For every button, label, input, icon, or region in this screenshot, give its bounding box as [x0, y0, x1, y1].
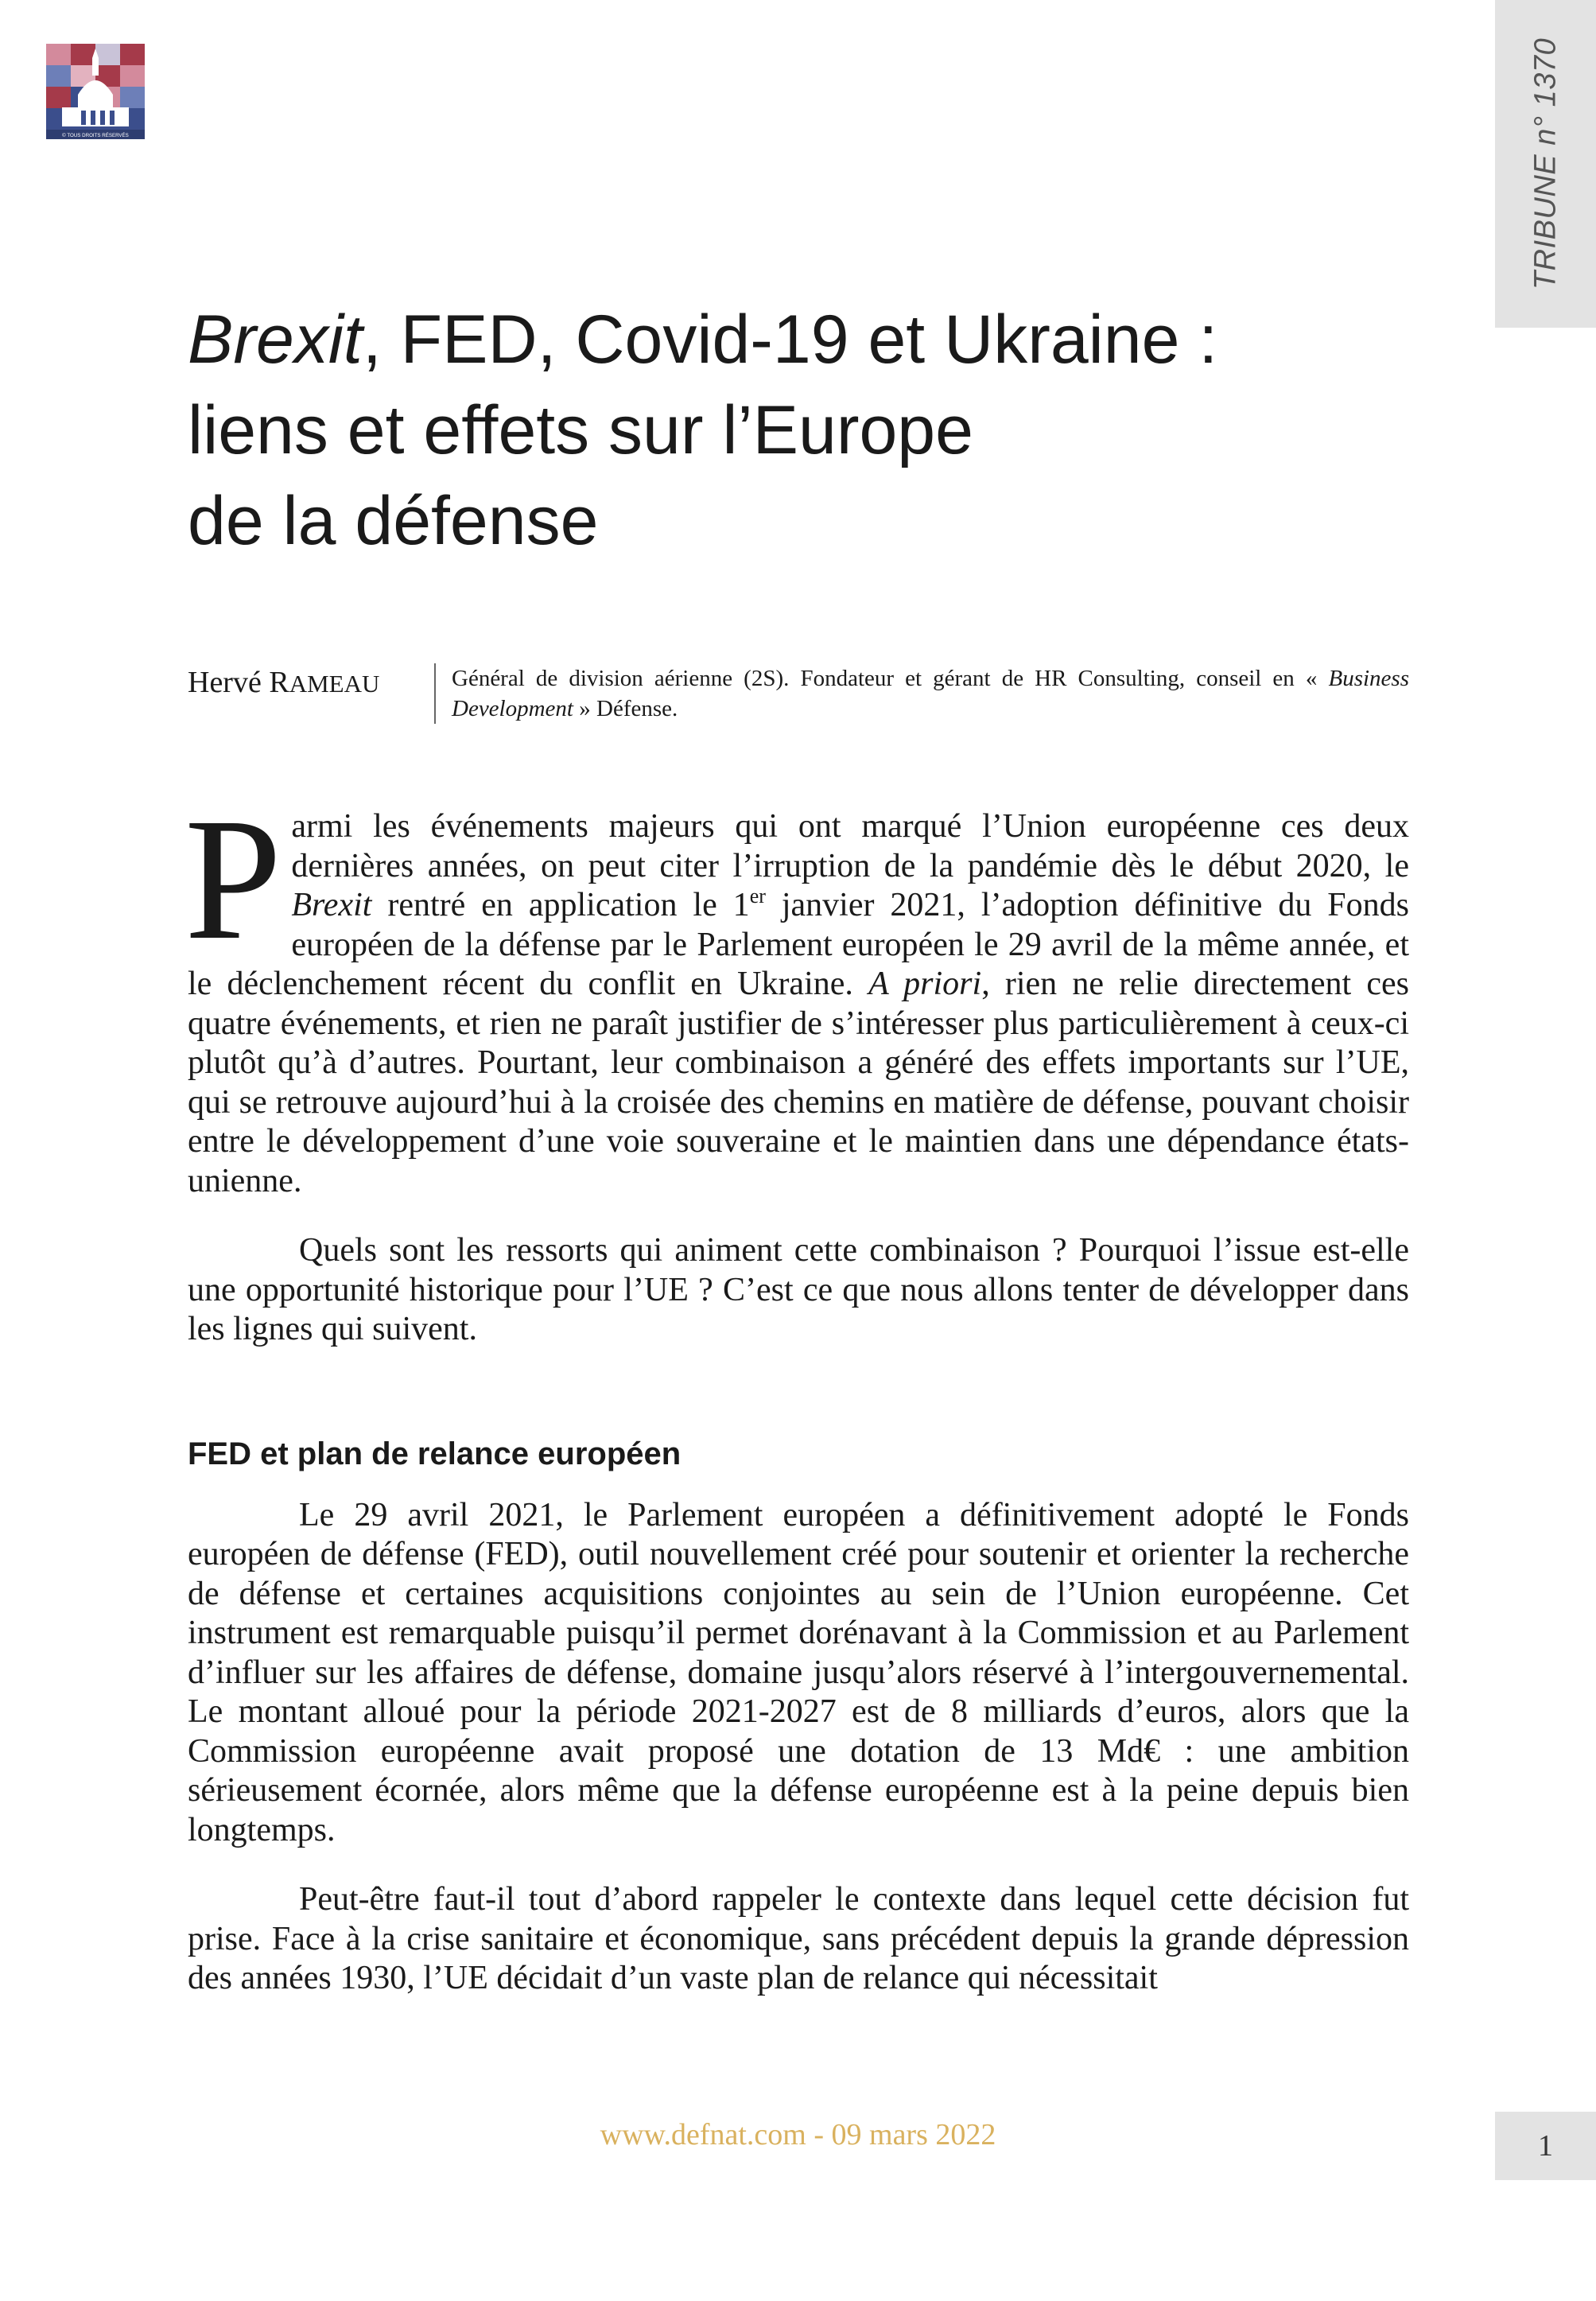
author-description: [452, 663, 1409, 724]
title-brexit: Brexit: [188, 301, 363, 378]
author-last-name-rest: AMEAU: [289, 670, 380, 698]
author-last-name-initial: R: [269, 666, 289, 699]
p1-seg6: , rien ne relie directement ces quatre événements, et rien ne paraît justifier de s’intéresser plus particulièrement à ceux-ci plutôt qu’à d’autres. Pourtant, leur combinaison a généré des effets importants sur l’UE, qui se retrouve aujourd’hui à la croisée des chemins en matière de défense, pouvant choisir entre le développement d’une voie souveraine et le maintien dans une dépendance états-unienne.: [188, 966, 1409, 1199]
p1-superscript: er: [749, 884, 766, 908]
p1-seg1: armi les événements majeurs qui ont marqué l’Union européenne ces deux dernières années, on peut citer l’irruption de la pandémie dès le début 2020, le: [291, 808, 1409, 884]
title-line-3: de la défense: [188, 483, 599, 559]
section-heading: FED et plan de relance européen: [188, 1436, 682, 1471]
paragraph-context: Peut-être faut-il tout d’abord rappeler le contexte dans lequel cette décision fut prise. Face à la crise sanitaire et économique, sans précédent depuis la grande dépression des années 1930, l’UE décidait d’un vaste plan de relance qui nécessitait: [188, 1881, 1409, 1996]
paragraph-intro: [184, 782, 1410, 1201]
article-title: [188, 294, 1476, 566]
drop-cap: P: [184, 782, 282, 976]
p1-a-priori: A priori: [868, 966, 982, 1002]
tribune-number: TRIBUNE n° 1370: [1528, 37, 1562, 290]
title-line-1-rest: , FED, Covid-19 et Ukraine :: [362, 301, 1218, 378]
title-line-1: [188, 294, 1476, 385]
author-desc-part2: » Défense.: [573, 696, 678, 721]
tribune-side-tab: [1495, 0, 1596, 328]
paragraph-fed: Le 29 avril 2021, le Parlement européen a définitivement adopté le Fonds européen de défense (FED), outil nouvellement créé pour soutenir et orienter la recherche de défense et certaines acquisitions conjointes au sein de l’Union européenne. Cet instrument est remarquable puisqu’il permet dorénavant à la Commission et au Parlement d’influer sur les affaires de défense, domaine jusqu’alors réservé à l’intergouvernemental. Le montant alloué pour la période 2021-2027 est de 8 milliards d’euros, alors que la Commission européenne avait proposé une dotation de 13 Md€ : une ambition sérieusement écornée, alors même que la défense européenne est à la peine depuis bien longtemps.: [188, 1496, 1409, 1848]
article-body: [184, 782, 1410, 1999]
p1-seg3: rentré en application le 1: [371, 887, 750, 923]
footer-url-date: www.defnat.com - 09 mars 2022: [600, 2118, 996, 2151]
author-block: [188, 663, 1409, 724]
author-desc-part1: Général de division aérienne (2S). Fondateur et gérant de HR Consulting, conseil en «: [452, 666, 1329, 691]
author-divider: [434, 663, 436, 724]
p1-seg4: janvier 2021, l’adoption définitive du Fonds européen de la défense par le Parlement européen le 29 avril de la même année, et le déclenchement récent du conflit en Ukraine.: [188, 887, 1410, 1002]
author-first-name: Hervé: [188, 666, 262, 699]
author-desc-italic: Business Development: [452, 666, 1409, 721]
paragraph-questions: Quels sont les ressorts qui animent cette combinaison ? Pourquoi l’issue est-elle une opportunité historique pour l’UE ? C’est ce que nous allons tenter de développer dans les lignes qui suivent.: [188, 1232, 1409, 1347]
author-name: [188, 663, 434, 702]
defnat-logo: [46, 44, 145, 139]
page-number: 1: [1495, 2112, 1596, 2180]
invalides-dome-icon: [46, 44, 145, 139]
p1-brexit: Brexit: [291, 887, 372, 923]
author-last-name: [269, 666, 379, 699]
title-line-2: liens et effets sur l’Europe: [188, 392, 973, 468]
logo-caption: © TOUS DROITS RÉSERVÉS: [62, 133, 129, 138]
